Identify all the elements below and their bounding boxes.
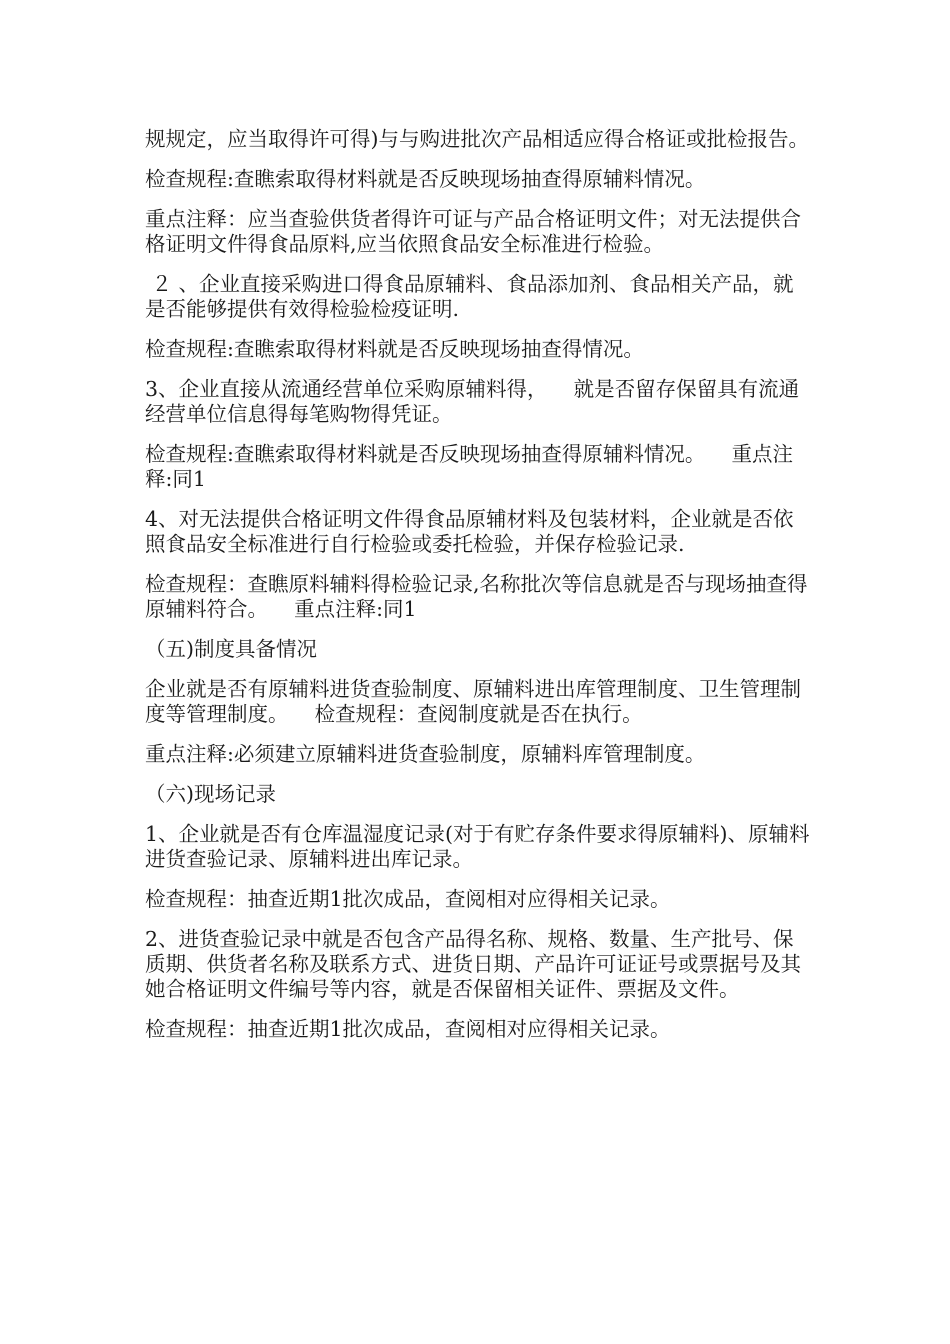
paragraph-item-1-records: 1、企业就是否有仓库温湿度记录(对于有贮存条件要求得原辅料)、原辅料进货查验记录、原辅料进出库记录。 xyxy=(145,822,810,871)
paragraph-key-note: 重点注释:必须建立原辅料进货查验制度，原辅料库管理制度。 xyxy=(145,742,706,766)
section-heading-6: （六)现场记录 xyxy=(145,782,276,806)
document-page xyxy=(145,127,810,1057)
paragraph-key-note: 重点注释：应当查验供货者得许可证与产品合格证明文件；对无法提供合格证明文件得食品原料,应当依照食品安全标准进行检验。 xyxy=(145,207,801,256)
paragraph-inspection-rule: 检查规程:查瞧索取得材料就是否反映现场抽查得原辅料情况。 重点注释:同1 xyxy=(145,442,793,491)
paragraph-item-2-records: 2、进货查验记录中就是否包含产品得名称、规格、数量、生产批号、保质期、供货者名称及联系方式、进货日期、产品许可证证号或票据号及其她合格证明文件编号等内容，就是否保留相关证件、票据及文件。 xyxy=(145,927,801,1001)
paragraph-system-requirements: 企业就是否有原辅料进货查验制度、原辅料进出库管理制度、卫生管理制度等管理制度。 检查规程：查阅制度就是否在执行。 xyxy=(145,677,801,726)
paragraph-item-2-import: ２ 、企业直接采购进口得食品原辅料、食品添加剂、食品相关产品，就是否能够提供有效得检验检疫证明. xyxy=(145,272,794,321)
paragraph-inspection-rule: 检查规程：查瞧原料辅料得检验记录,名称批次等信息就是否与现场抽查得原辅料符合。 重点注释:同1 xyxy=(145,572,808,621)
paragraph-inspection-rule: 检查规程:查瞧索取得材料就是否反映现场抽查得原辅料情况。 xyxy=(145,167,706,191)
paragraph-inspection-rule: 检查规程：抽查近期1批次成品，查阅相对应得相关记录。 xyxy=(145,887,671,911)
paragraph-inspection-rule: 检查规程：抽查近期1批次成品，查阅相对应得相关记录。 xyxy=(145,1017,671,1041)
paragraph-item-3-distribution: 3、企业直接从流通经营单位采购原辅料得， 就是否留存保留具有流通经营单位信息得每笔购物得凭证。 xyxy=(145,377,800,426)
section-heading-5: （五)制度具备情况 xyxy=(145,637,317,661)
paragraph-item-4-self-test: 4、对无法提供合格证明文件得食品原辅材料及包装材料，企业就是否依照食品安全标准进行自行检验或委托检验，并保存检验记录. xyxy=(145,507,794,556)
paragraph-license-report: 规规定，应当取得许可得)与与购进批次产品相适应得合格证或批检报告。 xyxy=(145,127,809,151)
paragraph-inspection-rule: 检查规程:查瞧索取得材料就是否反映现场抽查得情况。 xyxy=(145,337,644,361)
